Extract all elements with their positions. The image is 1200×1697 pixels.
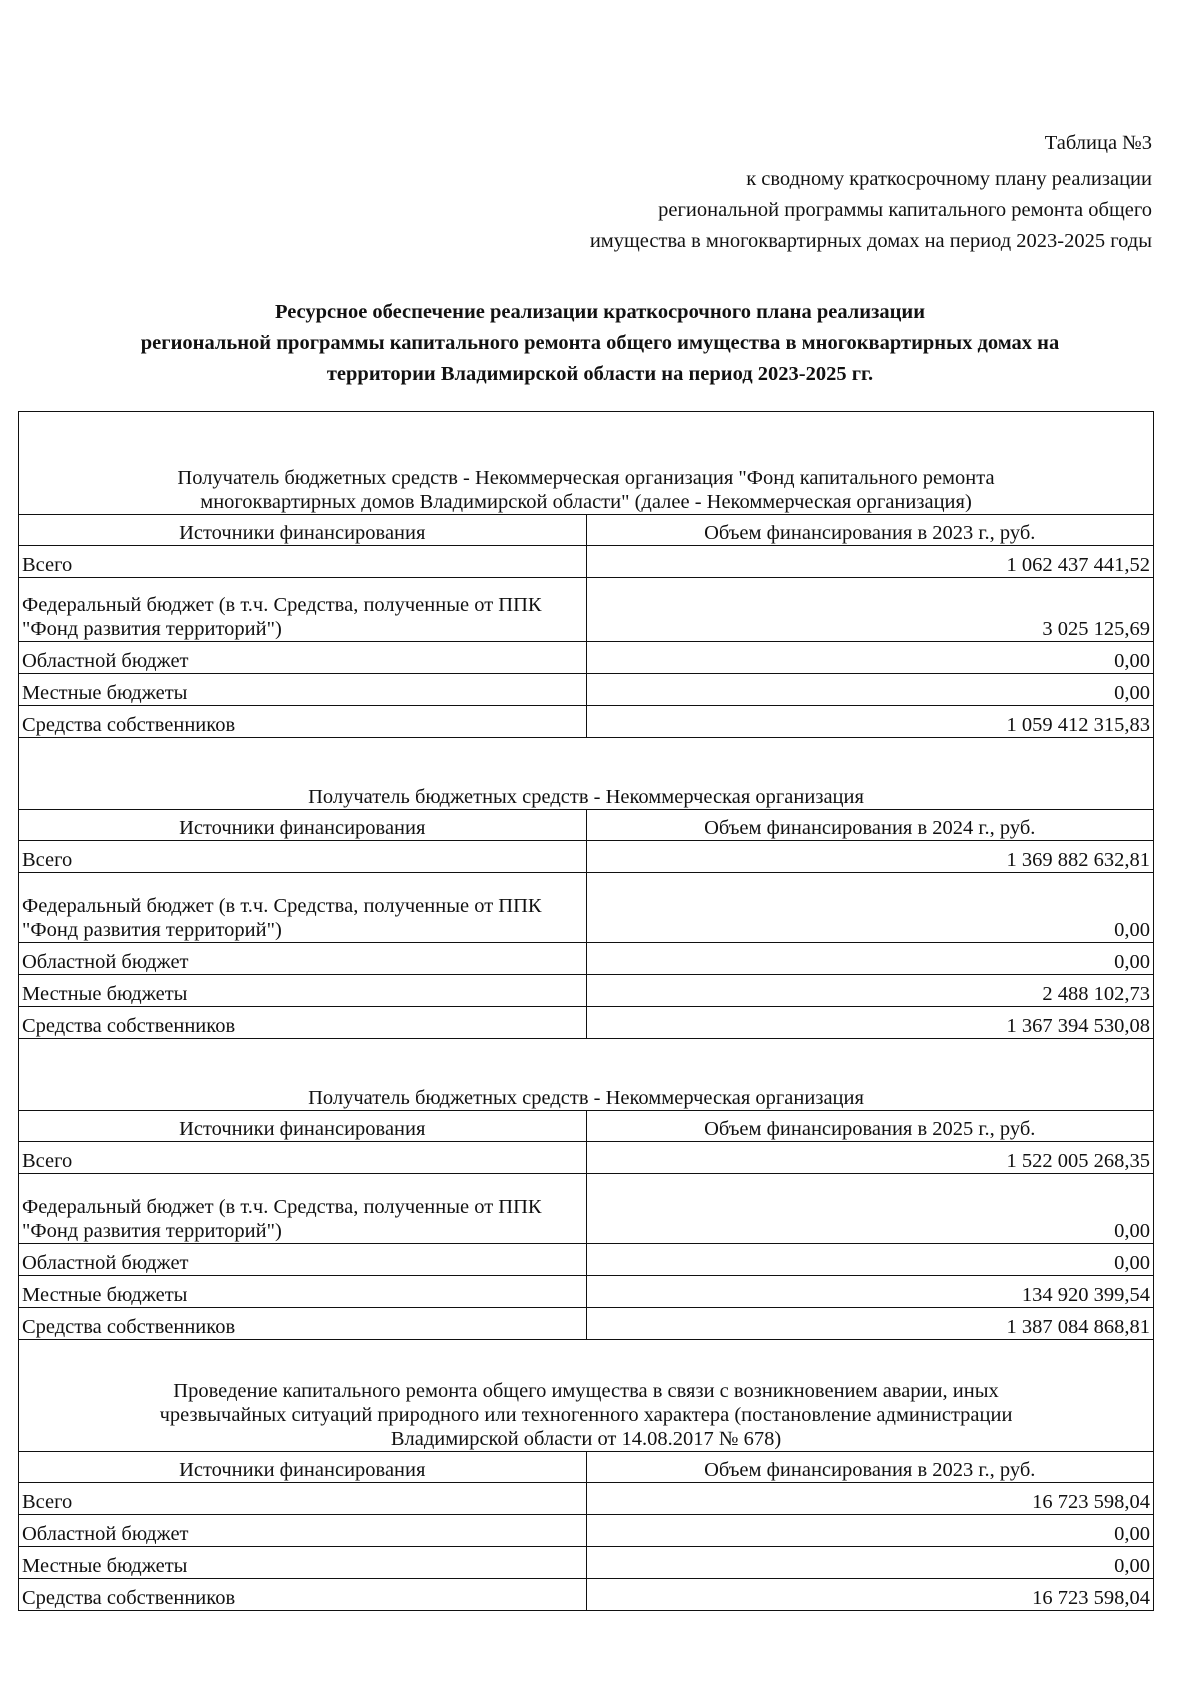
recipient-line: Проведение капитального ремонта общего имущества в связи с возникновением аварии, иных [173,1380,999,1402]
source-header: Источники финансирования [19,515,587,546]
amount-value: 0,00 [586,674,1154,706]
recipient-row [19,1039,1154,1111]
source-label: Средства собственников [19,1007,587,1039]
amount-value: 1 387 084 868,81 [586,1308,1154,1340]
source-label: Всего [19,1483,587,1515]
source-label: Областной бюджет [19,943,587,975]
amount-value: 1 369 882 632,81 [586,841,1154,873]
source-label: Федеральный бюджет (в т.ч. Средства, полученные от ППК "Фонд развития территорий") [19,578,587,642]
title-line: территории Владимирской области на период 2023-2025 гг. [326,363,874,385]
amount-value: 0,00 [586,1244,1154,1276]
source-label: Средства собственников [19,1308,587,1340]
amount-value: 0,00 [586,873,1154,943]
title-line: региональной программы капитального ремонта общего имущества в многоквартирных домах на [140,332,1060,354]
table-caption [590,128,1152,257]
source-label: Средства собственников [19,1579,587,1611]
recipient-line: Получатель бюджетных средств - Некоммерческая организация [308,1087,864,1109]
amount-value: 0,00 [586,642,1154,674]
source-label: Местные бюджеты [19,674,587,706]
table-row [19,674,1154,706]
table-row [19,1244,1154,1276]
table-row [19,1547,1154,1579]
table-number: Таблица №3 [1044,132,1152,154]
funding-table [18,411,1154,1611]
amount-value: 16 723 598,04 [586,1483,1154,1515]
recipient-line: Получатель бюджетных средств - Некоммерческая организация [308,786,864,808]
table-row [19,642,1154,674]
recipient-line: Получатель бюджетных средств - Некоммерческая организация "Фонд капитального ремонта [177,467,995,489]
table-row [19,546,1154,578]
amount-header: Объем финансирования в 2025 г., руб. [586,1111,1154,1142]
caption-line: региональной программы капитального ремонта общего [658,199,1152,221]
source-label: Всего [19,1142,587,1174]
amount-value: 0,00 [586,1515,1154,1547]
source-label: Местные бюджеты [19,975,587,1007]
table-row [19,1174,1154,1244]
document-title [20,297,1180,390]
table-row [19,578,1154,642]
amount-value: 2 488 102,73 [586,975,1154,1007]
recipient-cell [19,1039,1154,1111]
amount-value: 3 025 125,69 [586,578,1154,642]
header-row [19,1111,1154,1142]
caption-line: имущества в многоквартирных домах на период 2023-2025 годы [589,230,1152,252]
source-label: Областной бюджет [19,642,587,674]
table-row [19,706,1154,738]
source-label: Федеральный бюджет (в т.ч. Средства, полученные от ППК "Фонд развития территорий") [19,1174,587,1244]
recipient-line: Владимирской области от 14.08.2017 № 678) [390,1428,782,1450]
amount-value: 16 723 598,04 [586,1579,1154,1611]
amount-value: 134 920 399,54 [586,1276,1154,1308]
recipient-row [19,1340,1154,1452]
header-row [19,810,1154,841]
source-label: Областной бюджет [19,1244,587,1276]
table-row [19,1276,1154,1308]
header-row [19,1452,1154,1483]
source-label: Средства собственников [19,706,587,738]
recipient-line: чрезвычайных ситуаций природного или техногенного характера (постановление администрации [159,1404,1013,1426]
recipient-row [19,412,1154,515]
amount-value: 1 367 394 530,08 [586,1007,1154,1039]
recipient-row [19,738,1154,810]
table-row [19,1308,1154,1340]
recipient-cell [19,1340,1154,1452]
caption-line: к сводному краткосрочному плану реализации [746,168,1152,190]
source-label: Местные бюджеты [19,1547,587,1579]
amount-value: 0,00 [586,1547,1154,1579]
source-label: Областной бюджет [19,1515,587,1547]
table-row [19,1007,1154,1039]
source-label: Федеральный бюджет (в т.ч. Средства, полученные от ППК "Фонд развития территорий") [19,873,587,943]
table-row [19,1483,1154,1515]
amount-value: 0,00 [586,943,1154,975]
source-header: Источники финансирования [19,1111,587,1142]
title-line: Ресурсное обеспечение реализации краткосрочного плана реализации [274,301,926,323]
recipient-cell [19,412,1154,515]
table-row [19,841,1154,873]
table-row [19,1515,1154,1547]
source-header: Источники финансирования [19,1452,587,1483]
amount-value: 0,00 [586,1174,1154,1244]
source-label: Местные бюджеты [19,1276,587,1308]
header-row [19,515,1154,546]
amount-value: 1 522 005 268,35 [586,1142,1154,1174]
recipient-line: многоквартирных домов Владимирской области" (далее - Некоммерческая организация) [200,491,972,513]
amount-header: Объем финансирования в 2023 г., руб. [586,515,1154,546]
source-label: Всего [19,546,587,578]
table-row [19,975,1154,1007]
source-label: Всего [19,841,587,873]
amount-header: Объем финансирования в 2023 г., руб. [586,1452,1154,1483]
recipient-cell [19,738,1154,810]
table-row [19,873,1154,943]
amount-value: 1 059 412 315,83 [586,706,1154,738]
amount-header: Объем финансирования в 2024 г., руб. [586,810,1154,841]
amount-value: 1 062 437 441,52 [586,546,1154,578]
source-header: Источники финансирования [19,810,587,841]
table-row [19,943,1154,975]
table-row [19,1142,1154,1174]
table-row [19,1579,1154,1611]
